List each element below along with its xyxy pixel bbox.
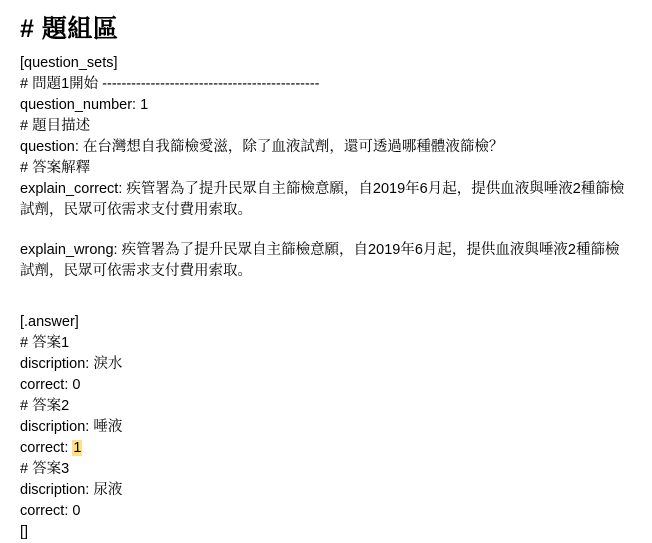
answer-header: # 答案3 <box>20 461 70 478</box>
question-description-header: # 題目描述 <box>20 118 91 135</box>
explain-wrong-text: explain_wrong: 疾管署為了提升民眾自主篩檢意願，自2019年6月起，提供血液與唾液2種篩檢試劑，民眾可依需求支付費用索取。 <box>20 242 620 280</box>
answer-header: # 答案2 <box>20 398 70 415</box>
spacer-after-explain-correct <box>20 221 632 240</box>
answer-correct-line <box>20 438 632 459</box>
answer-correct-value: 1 <box>73 440 82 457</box>
answer-discription: discription: 唾液 <box>20 419 123 436</box>
question-number-line: question_number: 1 <box>20 97 149 114</box>
answer-correct-label: correct: <box>20 377 73 394</box>
list-item <box>20 333 632 396</box>
answer-correct-label: correct: <box>20 503 73 520</box>
answer-discription: discription: 淚水 <box>20 356 123 373</box>
answer-correct-value: 0 <box>72 503 81 520</box>
answer-list <box>20 333 632 522</box>
answer-explain-header: # 答案解釋 <box>20 160 91 177</box>
answer-correct-line <box>20 375 632 396</box>
list-item <box>20 459 632 522</box>
answer-correct-value: 0 <box>72 377 81 394</box>
question-sets-tag: [question_sets] <box>20 55 118 72</box>
question-start-header: # 問題1開始 --------------------------------------------- <box>20 76 320 93</box>
question-text-line: question: 在台灣想自我篩檢愛滋，除了血液試劑，還可透過哪種體液篩檢？ <box>20 139 504 156</box>
answer-discription: discription: 尿液 <box>20 482 123 499</box>
answer-header: # 答案1 <box>20 335 70 352</box>
spacer-before-answers <box>20 282 632 312</box>
answer-correct-line <box>20 501 632 522</box>
answer-correct-label: correct: <box>20 440 73 457</box>
explain-correct-text: explain_correct: 疾管署為了提升民眾自主篩檢意願，自2019年6月起，提供血液與唾液2種篩檢試劑，民眾可依需求支付費用索取。 <box>20 181 625 219</box>
list-item <box>20 396 632 459</box>
page-title: # 題組區 <box>20 15 119 43</box>
closing-bracket: [] <box>20 524 29 541</box>
answer-block-tag: [.answer] <box>20 314 79 331</box>
